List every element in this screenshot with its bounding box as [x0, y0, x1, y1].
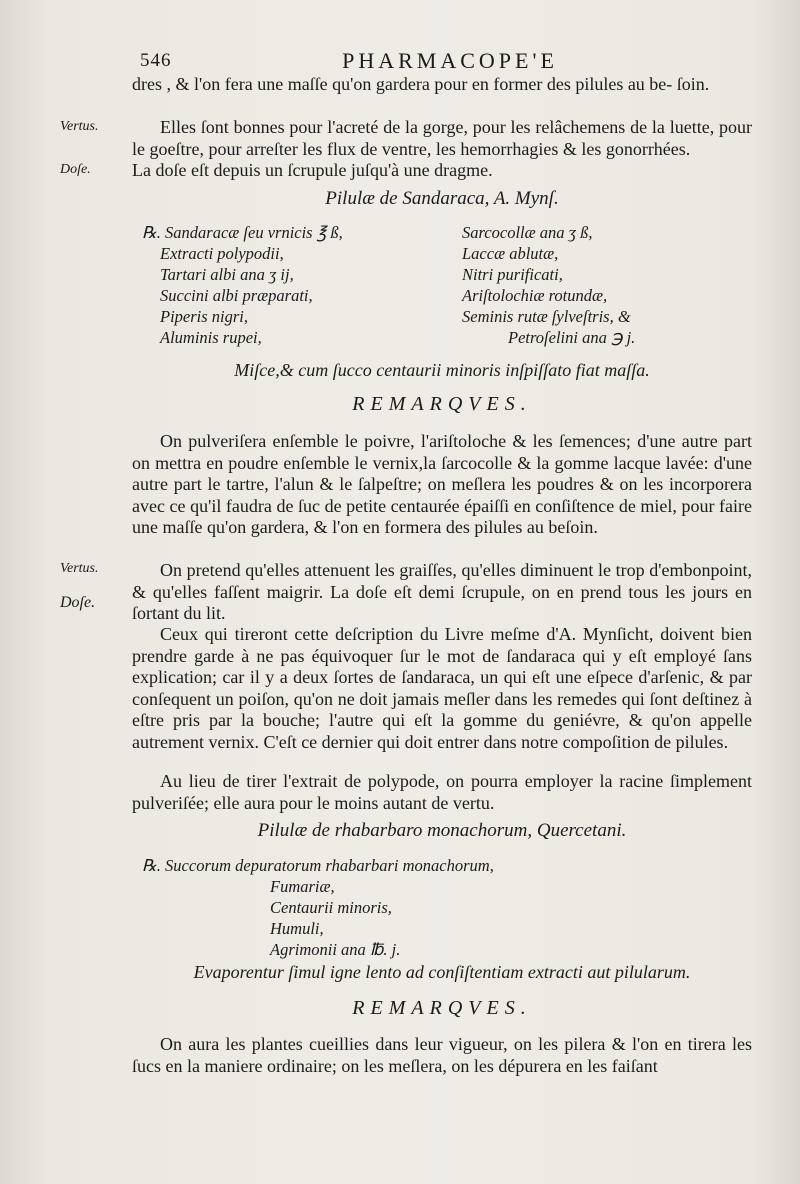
running-title: PHARMACOPE'E [342, 48, 558, 73]
margin-note-dose: Doſe. [60, 162, 91, 177]
ingredient: Fumariæ, [270, 877, 335, 896]
margin-note-dose: Doſe. [60, 594, 96, 611]
ingredient: Ariſtolochiæ rotundæ, [462, 286, 608, 305]
section-heading-remarques: REMARQVES. [352, 997, 532, 1019]
page-number: 546 [140, 50, 172, 71]
paragraph-effects: On pretend qu'elles attenuent les graiſſes, qu'elles diminuent le trop d'embonpoint, & qu'elles faſſent maigrir. La doſe eſt demi ſcrupule, on en prend tous les jours en ſortant du lit. [132, 560, 752, 623]
ingredient: Aluminis rupei, [160, 328, 262, 347]
ingredient: ℞. Sandaracæ ſeu vrnicis ℥ ß, [142, 223, 343, 242]
ingredient: Centaurii minoris, [270, 898, 392, 917]
ingredient: Nitri purificati, [462, 265, 563, 284]
ingredient: Laccæ ablutæ, [462, 244, 559, 263]
paragraph-plants: On aura les plantes cueillies dans leur vigueur, on les pilera & l'on en tirera les ſucs en la maniere ordinaire; on les meſlera, on les dépurera en les faiſant [132, 1034, 752, 1076]
paragraph-polypode: Au lieu de tirer l'extrait de polypode, on pourra employer la racine ſimplement pulveriſée; elle aura pour le moins autant de vertu. [132, 771, 752, 813]
ingredient: Tartari albi ana ʒ ij, [160, 265, 294, 284]
recipe-ingredients-right [462, 222, 635, 348]
ingredient: ℞. Succorum depuratorum rhabarbari monachorum, [142, 856, 494, 875]
ingredient: Humuli, [270, 919, 324, 938]
paragraph-virtues: Elles ſont bonnes pour l'acreté de la gorge, pour les relâchemens de la luette, pour le goeſtre, pour arreſter les flux de ventre, les hemorrhagies & les gonorrhées. [132, 117, 752, 159]
margin-note-vertus: Vertus. [60, 119, 99, 134]
ingredient: Seminis rutæ ſylveſtris, & [462, 307, 631, 326]
recipe-ingredients-rhabarbaro [142, 855, 494, 960]
ingredient: Succini albi præparati, [160, 286, 313, 305]
margin-note-vertus: Vertus. [60, 561, 99, 576]
paragraph-dose: La doſe eſt depuis un ſcrupule juſqu'à une dragme. [132, 160, 493, 180]
paragraph-sandaraca-warning: Ceux qui tireront cette deſcription du Livre meſme d'A. Mynſicht, doivent bien prendre garde à ne pas équivoquer ſur le mot de ſandaraca qui y eſt employé ſans explication; car il y a deux ſortes de ſandaraca, un qui eſt une eſpece d'arſenic, & par conſequent un poiſon, qu'on ne doit jamais meſler dans les remedes qui ſont deſtinez à eſtre pris par la bouche; l'autre qui eſt la gomme du geniévre, & qu'on appelle autrement vernix. C'eſt ce dernier qui doit entrer dans notre compoſition de pilules. [132, 624, 752, 752]
recipe-instruction: Evaporentur ſimul igne lento ad conſiſtentiam extracti aut pilularum. [193, 962, 691, 982]
recipe-ingredients-left [142, 222, 343, 348]
ingredient: Piperis nigri, [160, 307, 249, 326]
recipe-title-sandaraca: Pilulæ de Sandaraca, A. Mynſ. [325, 188, 559, 209]
ingredient: Extracti polypodii, [160, 244, 284, 263]
ingredient: Sarcocollæ ana ʒ ß, [462, 223, 593, 242]
paragraph-continuation: dres , & l'on fera une maſſe qu'on gardera pour en former des pilules au be- ſoin. [132, 74, 710, 94]
running-header [140, 48, 760, 76]
recipe-instruction: Miſce,& cum ſucco centaurii minoris inſpiſſato fiat maſſa. [234, 360, 650, 380]
ingredient: Petroſelini ana ℈ j. [508, 328, 636, 347]
ingredient: Agrimonii ana ℔. j. [270, 940, 401, 959]
recipe-title-rhabarbaro: Pilulæ de rhabarbaro monachorum, Quercetani. [257, 820, 627, 841]
paragraph-preparation: On pulveriſera enſemble le poivre, l'ariſtoloche & les ſemences; d'une autre part on mettra en poudre enſemble le vernix,la ſarcocolle & la gomme lacque lavée: d'une autre part le tartre, l'alun & le ſalpeſtre; on meſlera les poudres & on les incorporera avec ce qu'il faudra de ſuc de petite centaurée épaiſſi en conſiſtence de miel, pour faire une maſſe qu'on gardera, & l'on en formera des pilules au beſoin. [132, 431, 752, 537]
section-heading-remarques: REMARQVES. [352, 393, 532, 415]
